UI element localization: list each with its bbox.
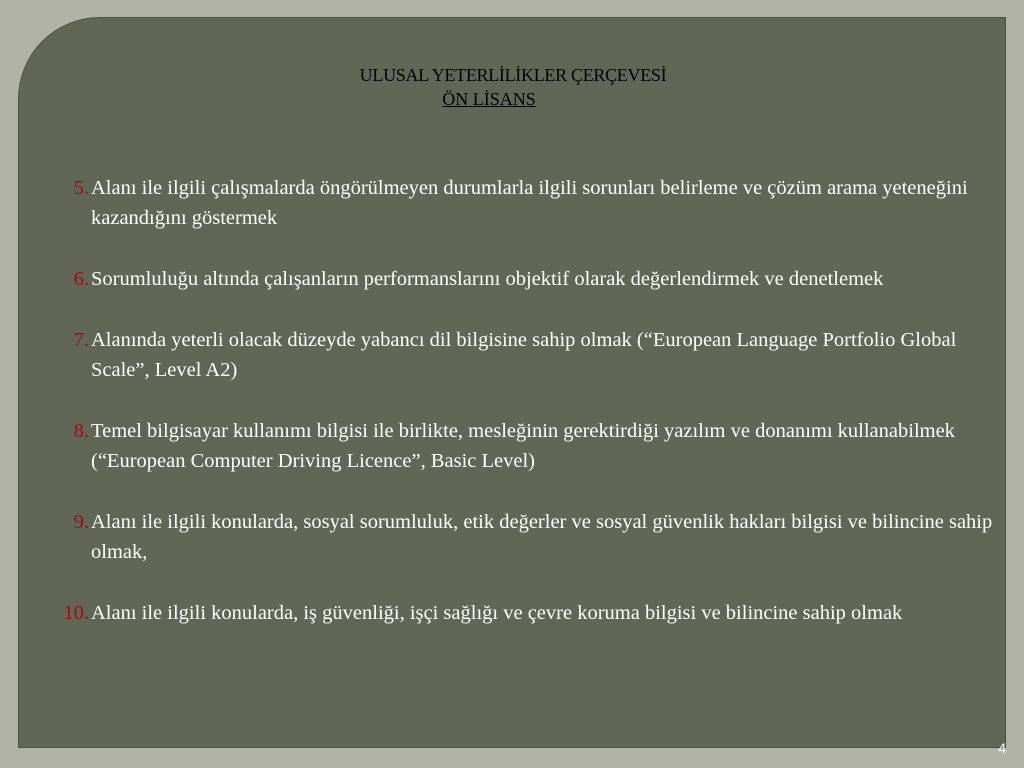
- list-item-text: Sorumluluğu altında çalışanların performanslarını objektif olarak değerlendirmek ve denetlemek: [91, 268, 884, 290]
- content-panel: [18, 17, 1006, 748]
- slide-subtitle: ÖN LİSANS: [442, 89, 536, 109]
- competency-list: [49, 173, 999, 659]
- list-item-number: 7.: [73, 329, 89, 351]
- list-item: [49, 325, 999, 385]
- list-item-text: Alanı ile ilgili konularda, sosyal sorumluluk, etik değerler ve sosyal güvenlik hakları bilgisi ve bilincine sahip olmak,: [91, 511, 993, 563]
- list-item-number: 6.: [73, 268, 89, 290]
- list-item-text: Alanı ile ilgili çalışmalarda öngörülmeyen durumlarla ilgili sorunları belirleme ve çözüm arama yeteneğini kazandığını göstermek: [91, 177, 968, 229]
- slide-title: ULUSAL YETERLİLİKLER ÇERÇEVESİ: [359, 65, 667, 85]
- list-item-number: 8.: [73, 420, 89, 442]
- list-item-text: Alanında yeterli olacak düzeyde yabancı dil bilgisine sahip olmak (“European Language Portfolio Global Scale”, Level A2): [91, 329, 957, 381]
- list-item-text: Alanı ile ilgili konularda, iş güvenliği, işçi sağlığı ve çevre koruma bilgisi ve bilincine sahip olmak: [91, 602, 903, 624]
- list-item: [49, 264, 999, 294]
- list-item: [49, 507, 999, 567]
- list-item: [49, 598, 999, 628]
- list-item-number: 9.: [73, 511, 89, 533]
- list-item: [49, 173, 999, 233]
- list-item-number: 10.: [63, 602, 89, 624]
- list-item: [49, 416, 999, 476]
- list-item-number: 5.: [73, 177, 89, 199]
- page-number: 4: [998, 740, 1006, 756]
- list-item-text: Temel bilgisayar kullanımı bilgisi ile birlikte, mesleğinin gerektirdiği yazılım ve donanımı kullanabilmek (“European Computer Driving Licence”, Basic Level): [91, 420, 955, 472]
